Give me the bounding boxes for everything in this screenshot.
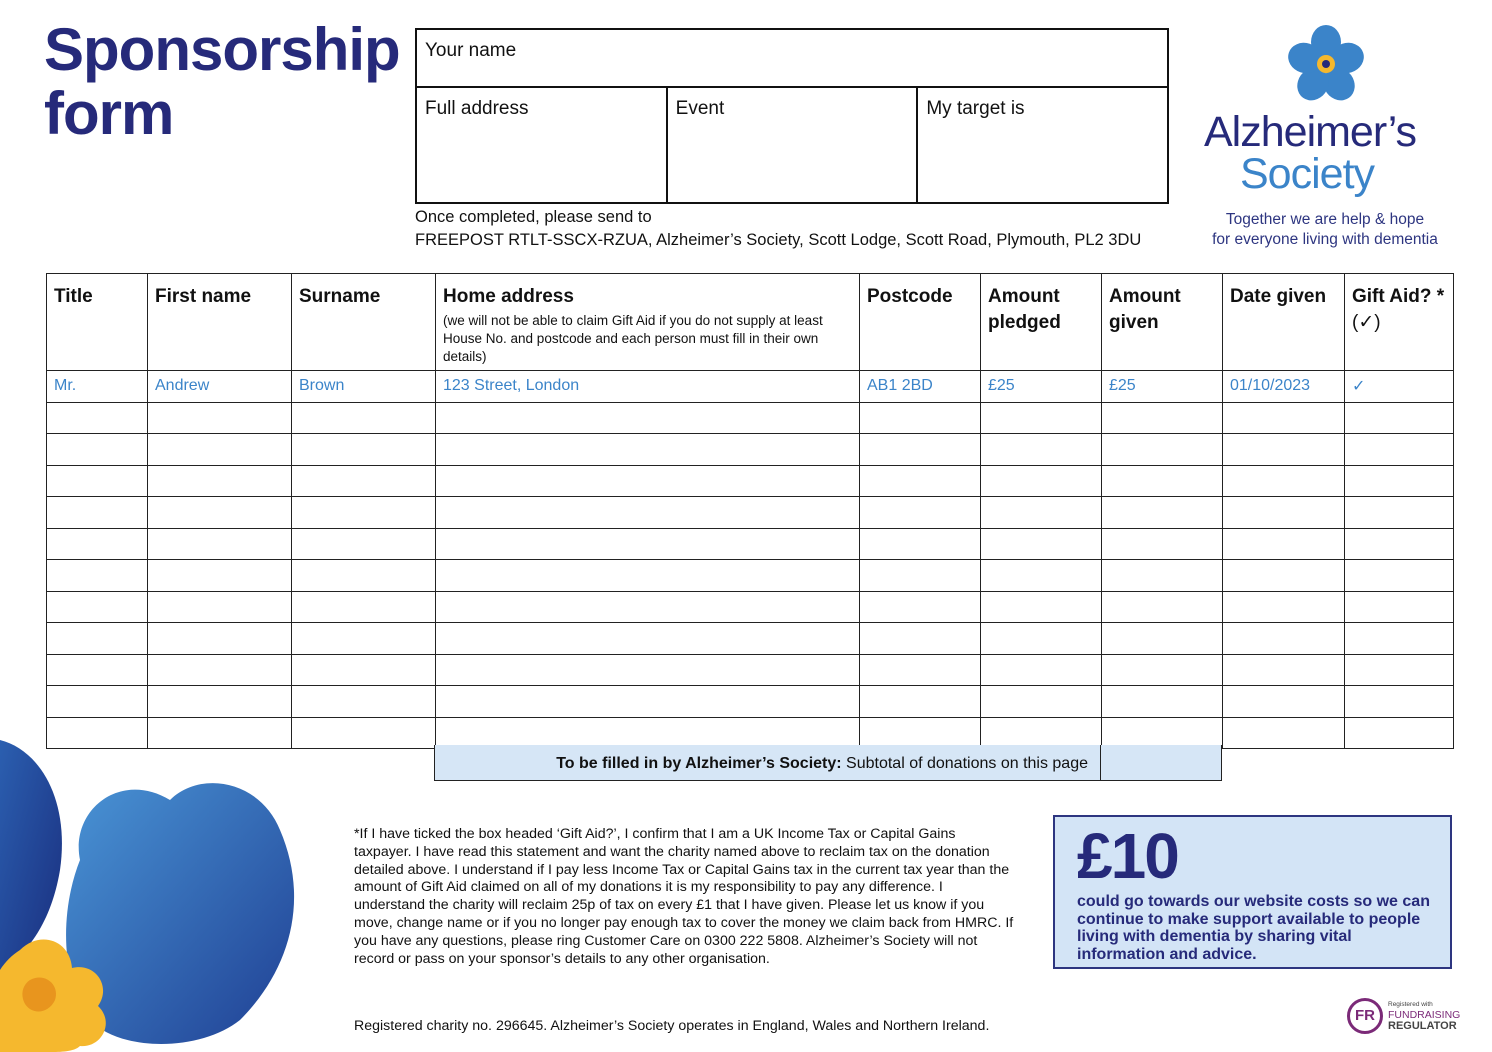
table-cell[interactable] xyxy=(1345,623,1454,655)
send-to-address: FREEPOST RTLT-SSCX-RZUA, Alzheimer’s Society, Scott Lodge, Scott Road, Plymouth, PL2 3DU xyxy=(415,231,1142,249)
table-cell[interactable] xyxy=(981,686,1102,718)
table-cell[interactable] xyxy=(1345,402,1454,434)
table-cell[interactable] xyxy=(292,497,436,529)
table-cell[interactable] xyxy=(1345,465,1454,497)
cell-date-given[interactable]: 01/10/2023 xyxy=(1223,371,1345,403)
cell-first-name[interactable]: Andrew xyxy=(148,371,292,403)
col-title: Title xyxy=(47,274,148,371)
table-cell[interactable] xyxy=(1345,654,1454,686)
table-cell[interactable] xyxy=(47,560,148,592)
table-cell[interactable] xyxy=(860,528,981,560)
table-cell[interactable] xyxy=(292,528,436,560)
logo-name-line1: Alzheimer’s xyxy=(1204,108,1417,156)
table-cell[interactable] xyxy=(1223,623,1345,655)
fundraising-regulator-badge xyxy=(1347,998,1467,1038)
table-cell[interactable] xyxy=(292,654,436,686)
col-gift-aid-label: Gift Aid? * xyxy=(1352,286,1445,307)
table-cell[interactable] xyxy=(860,402,981,434)
table-cell[interactable] xyxy=(47,686,148,718)
table-row xyxy=(47,465,1454,497)
table-cell[interactable] xyxy=(148,497,292,529)
table-cell[interactable] xyxy=(1223,434,1345,466)
table-cell[interactable] xyxy=(436,434,860,466)
col-postcode: Postcode xyxy=(860,274,981,371)
table-cell[interactable] xyxy=(981,623,1102,655)
cell-postcode[interactable]: AB1 2BD xyxy=(860,371,981,403)
table-cell[interactable] xyxy=(148,528,292,560)
table-cell[interactable] xyxy=(981,654,1102,686)
your-name-label: Your name xyxy=(425,40,517,61)
table-row xyxy=(47,591,1454,623)
table-row xyxy=(47,528,1454,560)
table-cell[interactable] xyxy=(292,591,436,623)
table-cell[interactable] xyxy=(436,560,860,592)
table-cell[interactable] xyxy=(1345,497,1454,529)
table-cell[interactable] xyxy=(436,686,860,718)
table-cell[interactable] xyxy=(436,465,860,497)
table-cell[interactable] xyxy=(981,465,1102,497)
table-cell[interactable] xyxy=(1102,434,1223,466)
table-cell[interactable] xyxy=(436,528,860,560)
logo-name-line2: Society xyxy=(1240,150,1375,198)
table-cell[interactable] xyxy=(47,654,148,686)
table-cell[interactable] xyxy=(292,560,436,592)
col-amount-pledged: Amount pledged xyxy=(981,274,1102,371)
table-cell[interactable] xyxy=(292,623,436,655)
full-address-field[interactable] xyxy=(417,88,668,202)
table-cell[interactable] xyxy=(436,717,860,749)
table-cell[interactable] xyxy=(47,591,148,623)
cell-amount-pledged[interactable]: £25 xyxy=(981,371,1102,403)
table-cell[interactable] xyxy=(981,591,1102,623)
col-amount-given: Amount given xyxy=(1102,274,1223,371)
table-cell[interactable] xyxy=(1102,686,1223,718)
table-cell[interactable] xyxy=(148,591,292,623)
table-cell[interactable] xyxy=(1102,560,1223,592)
table-cell[interactable] xyxy=(148,434,292,466)
cell-amount-given[interactable]: £25 xyxy=(1102,371,1223,403)
fr-registered-with: Registered with xyxy=(1388,1001,1433,1008)
gift-aid-statement: *If I have ticked the box headed ‘Gift Aid?’, I confirm that I am a UK Income Tax or Capital Gains taxpayer. I have read this statement and want the charity named above to reclaim tax on the donation detailed above. I understand if I pay less Income Tax or Capital Gains tax in the current tax year than the amount of Gift Aid claimed on all of my donations it is my responsibility to pay any difference. I understand the charity will reclaim 25p of tax on every £1 that I have given. Please let us know if you move, change name or if you no longer pay enough tax to cover the money we claim back from HMRC. If you have any questions, please ring Customer Care on 0300 222 5808. Alzheimer’s Society will not record or pass on your sponsor’s details to any other organisation. xyxy=(354,826,1014,967)
table-row xyxy=(47,560,1454,592)
col-home-address-label: Home address xyxy=(443,286,574,307)
table-header-row xyxy=(47,274,1454,371)
col-home-address-note: (we will not be able to claim Gift Aid if you do not supply at least House No. and postcode and each person must fill in their own details) xyxy=(443,313,823,364)
col-home-address xyxy=(436,274,860,371)
page-title xyxy=(44,18,400,146)
table-cell[interactable] xyxy=(1223,528,1345,560)
table-cell[interactable] xyxy=(860,497,981,529)
col-surname: Surname xyxy=(292,274,436,371)
alzheimers-society-logo xyxy=(1190,24,1460,254)
logo-tagline xyxy=(1190,210,1460,250)
table-cell[interactable] xyxy=(47,528,148,560)
table-cell[interactable] xyxy=(148,402,292,434)
registered-charity-text: Registered charity no. 296645. Alzheimer’s Society operates in England, Wales and Northern Ireland. xyxy=(354,1018,990,1034)
table-cell[interactable] xyxy=(1223,560,1345,592)
cell-gift-aid[interactable]: ✓ xyxy=(1345,371,1454,403)
table-cell[interactable] xyxy=(1345,591,1454,623)
col-date-given: Date given xyxy=(1223,274,1345,371)
table-cell[interactable] xyxy=(981,528,1102,560)
col-first-name: First name xyxy=(148,274,292,371)
table-cell[interactable] xyxy=(47,497,148,529)
subtotal-label xyxy=(435,745,1101,780)
donation-impact-amount: £10 xyxy=(1077,820,1178,892)
table-cell[interactable] xyxy=(1102,654,1223,686)
logo-tagline-line2: for everyone living with dementia xyxy=(1212,231,1438,248)
table-cell[interactable] xyxy=(1223,591,1345,623)
table-row xyxy=(47,686,1454,718)
table-cell[interactable] xyxy=(1102,591,1223,623)
fr-fundraising: FUNDRAISING xyxy=(1388,1009,1461,1021)
cell-surname[interactable]: Brown xyxy=(292,371,436,403)
table-cell[interactable] xyxy=(860,591,981,623)
table-cell[interactable] xyxy=(148,623,292,655)
table-cell[interactable] xyxy=(436,497,860,529)
table-cell[interactable] xyxy=(1345,560,1454,592)
cell-title[interactable]: Mr. xyxy=(47,371,148,403)
table-cell[interactable] xyxy=(292,686,436,718)
table-cell[interactable] xyxy=(981,402,1102,434)
table-cell[interactable] xyxy=(1345,717,1454,749)
table-cell[interactable] xyxy=(1223,686,1345,718)
table-cell[interactable] xyxy=(1223,717,1345,749)
table-cell[interactable] xyxy=(1102,465,1223,497)
table-cell[interactable] xyxy=(47,402,148,434)
table-cell[interactable] xyxy=(47,434,148,466)
table-cell[interactable] xyxy=(860,465,981,497)
table-cell[interactable] xyxy=(292,402,436,434)
subtotal-text: Subtotal of donations on this page xyxy=(841,755,1088,772)
table-cell[interactable] xyxy=(1102,623,1223,655)
target-field[interactable] xyxy=(918,88,1167,202)
logo-tagline-line1: Together we are help & hope xyxy=(1225,211,1425,228)
table-cell[interactable] xyxy=(1223,465,1345,497)
send-to-instructions xyxy=(415,206,1141,252)
table-cell[interactable] xyxy=(860,686,981,718)
table-cell[interactable] xyxy=(1223,402,1345,434)
event-label: Event xyxy=(675,98,725,119)
subtotal-box[interactable] xyxy=(1101,745,1221,780)
table-cell[interactable] xyxy=(436,623,860,655)
subtotal-bold-label: To be filled in by Alzheimer’s Society: xyxy=(556,755,842,772)
table-cell[interactable] xyxy=(292,465,436,497)
table-cell[interactable] xyxy=(47,623,148,655)
table-cell[interactable] xyxy=(436,654,860,686)
table-cell[interactable] xyxy=(148,560,292,592)
table-row xyxy=(47,654,1454,686)
donation-impact-box xyxy=(1053,815,1452,969)
page-title-line2: form xyxy=(44,80,174,147)
flower-petals-decoration xyxy=(0,740,320,1052)
cell-home-address[interactable]: 123 Street, London xyxy=(436,371,860,403)
forget-me-not-icon xyxy=(1286,24,1366,104)
fr-regulator: REGULATOR xyxy=(1388,1020,1457,1032)
col-gift-aid-tick: (✓) xyxy=(1352,312,1381,333)
table-row xyxy=(47,623,1454,655)
table-cell[interactable] xyxy=(47,465,148,497)
page-title-line1: Sponsorship xyxy=(44,16,400,83)
fundraising-regulator-icon: FR xyxy=(1347,998,1383,1034)
table-cell[interactable] xyxy=(981,497,1102,529)
send-to-line1: Once completed, please send to xyxy=(415,208,652,226)
table-row xyxy=(47,402,1454,434)
table-cell[interactable] xyxy=(148,465,292,497)
table-cell[interactable] xyxy=(1223,497,1345,529)
table-cell[interactable] xyxy=(1102,402,1223,434)
table-cell[interactable] xyxy=(1345,434,1454,466)
table-row-example xyxy=(47,371,1454,403)
donation-impact-text: could go towards our website costs so we can continue to make support available to people living with dementia by sharing vital information and advice. xyxy=(1077,893,1430,963)
table-cell[interactable] xyxy=(1102,528,1223,560)
table-row xyxy=(47,497,1454,529)
table-cell[interactable] xyxy=(436,591,860,623)
table-cell[interactable] xyxy=(1345,528,1454,560)
table-cell[interactable] xyxy=(860,717,981,749)
table-cell[interactable] xyxy=(860,623,981,655)
target-label: My target is xyxy=(926,98,1025,119)
table-cell[interactable] xyxy=(148,654,292,686)
table-cell[interactable] xyxy=(148,686,292,718)
table-cell[interactable] xyxy=(1102,717,1223,749)
col-gift-aid xyxy=(1345,274,1454,371)
sponsor-info-box xyxy=(415,28,1169,204)
subtotal-row xyxy=(434,745,1222,781)
table-cell[interactable] xyxy=(1223,654,1345,686)
table-cell[interactable] xyxy=(292,434,436,466)
table-cell[interactable] xyxy=(860,434,981,466)
full-address-label: Full address xyxy=(425,98,529,119)
event-field[interactable] xyxy=(668,88,919,202)
sponsors-table xyxy=(46,273,1454,749)
table-cell[interactable] xyxy=(981,434,1102,466)
table-cell[interactable] xyxy=(860,654,981,686)
table-cell[interactable] xyxy=(981,717,1102,749)
table-cell[interactable] xyxy=(981,560,1102,592)
table-cell[interactable] xyxy=(436,402,860,434)
table-cell[interactable] xyxy=(1102,497,1223,529)
table-cell[interactable] xyxy=(860,560,981,592)
table-cell[interactable] xyxy=(1345,686,1454,718)
your-name-field[interactable] xyxy=(417,30,1167,88)
table-row xyxy=(47,434,1454,466)
